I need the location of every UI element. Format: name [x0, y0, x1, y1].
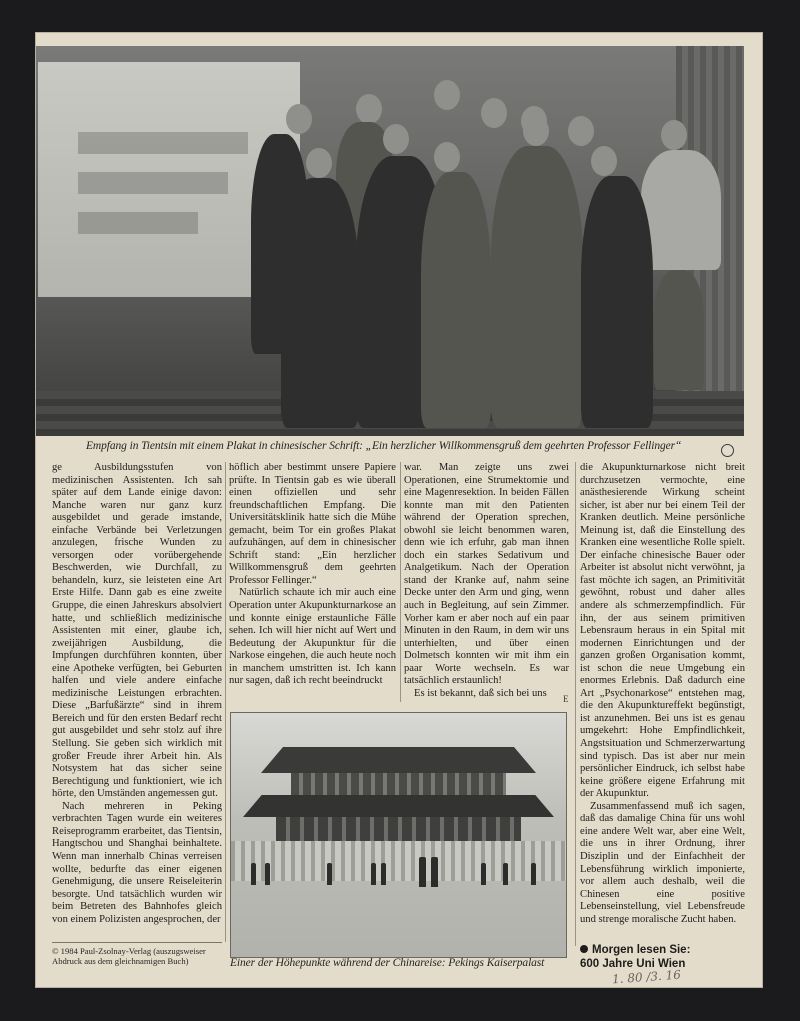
paragraph: höflich aber bestimmt unsere Papiere prüfte. In Tientsin gab es wie überall einen offiziellen und sehr freundschaftlichen Empfang. Die Universitätsklinik hatte sich die Mühe gemacht, beim Tor ein großes Plakat aufzuhängen, auf dem in chinesischer Schrift stand: „Ein herzlicher Willkommensgruß dem geehrten Professor Fellinger.“ — [229, 462, 396, 586]
paragraph: war. Man zeigte uns zwei Operationen, eine Strumektomie und eine Magenresektion. In beiden Fällen konnte man mit den Patienten während der Operation sprechen, obwohl sie leicht benommen waren, denn wie ich erfuhr, gab man ihnen doch ein starkes Sedativum und Analgetikum. Nach der Operation stand der Kranke auf, nahm seine Decke unter den Arm und ging, wenn auch in Begleitung, auf sein Zimmer. Vorher kam er aber noch auf ein paar Minuten in den Raum, in dem wir uns unterhielten, und über einen Dolmetsch konnten wir mit ihm ein paar Worte wechseln. Es war tatsächlich erstaunlich! — [404, 462, 569, 687]
article-column-2 — [229, 462, 396, 688]
handwritten-note: 1. 80 /3. 16 — [611, 967, 682, 987]
article-column-3 — [404, 462, 569, 700]
copyright-rule — [52, 942, 222, 943]
column-rule — [400, 462, 401, 702]
bottom-photo-caption: Einer der Höhepunkte während der Chinareise: Pekings Kaiserpalast — [230, 957, 545, 969]
reception-photo — [36, 46, 744, 436]
margin-circle-mark — [721, 444, 734, 457]
column-rule — [575, 462, 576, 946]
article-column-4 — [580, 462, 745, 926]
paragraph: Zusammenfassend muß ich sagen, daß das damalige China für uns wohl eine andere Welt war, aber eine Welt, die uns in ihrer Ordnung, ihrer Disziplin und der Einfachheit der Lebensführung wirklich imponierte, vor allem auch deshalb, weil die Chinesen eine positive Lebenseinstellung, viel Lebensfreude und strenge moralische Zucht haben. — [580, 800, 745, 925]
article-column-1 — [52, 462, 222, 926]
margin-mark: E — [563, 694, 569, 704]
paragraph: die Akupunkturnarkose nicht breit durchzusetzen vermochte, eine anästhesierende Wirkung scheint sicher, ist aber nur bei einem Teil der Kranken deutlich. Meine persönliche Meinung ist, daß die Einstellung des Kranken eine wesentliche Rolle spielt. Der einfache chinesische Bauer oder Arbeiter ist absolut nicht verwöhnt, ja fast möchte ich sagen, an Primitivität gewöhnt, robust und daher alles andere als schmerzempfindlich. Für ihn, der aus seinem primitiven Lebensraum heraus in ein Spital mit modernen Einrichtungen und der ganzen großen Organisation kommt, ist schon die neue Umgebung ein enormes Erlebnis. Daß dadurch eine Art „Psychonarkose“ entstehen mag, die den Akupunktureffekt begünstigt, ist anzunehmen. Bei uns ist es genau umgekehrt: Hohe Empfindlichkeit, Angstsituation und Schmerzerwartung sind typisch. Das ist aber nur mein persönlicher Eindruck, ich selbst habe keine größere eigene Erfahrung mit der Akupunktur. — [580, 462, 745, 800]
teaser-line-1: Morgen lesen Sie: — [592, 944, 691, 956]
paragraph: Natürlich schaute ich mir auch eine Operation unter Akupunkturnarkose an und konnte einige erstaunliche Fälle sehen. Ich will hier nicht auf Wert und Bedeutung der Akupunktur für die Narkose eingehen, die auch heute noch in manchem umstritten ist. Ich kann nur sagen, daß ich recht beeindruckt — [229, 587, 396, 687]
paragraph: ge Ausbildungsstufen von medizinischen Assistenten. Ich sah später auf dem Lande einige davon: Manche waren nur ganz kurz ausgebildet und gerade imstande, einfache Verbände bei Verletzungen anzulegen, frische Wunden zu versorgen oder vorübergehende Beschwerden, wie Durchfall, zu behandeln, kurz, sie leisteten eine Art Erste Hilfe. Dann gab es eine zweite Gruppe, die einen Jahreskurs absolviert hatte, und schließlich medizinische Assistenten mit einer, glaube ich, zweijährigen Ausbildung, die Impfungen durchführen konnten, über eine Apotheke verfügten, bei Geburten halfen und viele andere einfache medizinische Leistungen erbrachten. Diese „Barfußärzte“ sind in ihrem Bereich und für den ersten Bedarf recht gut ausgebildet und sehr stolz auf ihre Stellung. Sie geben sich wirklich mit großer Freude ihrer Arbeit hin. Als Notsystem hat das sicher seine Berechtigung und funktioniert, wie ich hörte, den Umständen angemessen gut. — [52, 462, 222, 800]
paragraph: Nach mehreren in Peking verbrachten Tagen wurde ein weiteres Reiseprogramm erarbeitet, das Tientsin, Hangtschou und Shanghai beinhaltete. Wenn man innerhalb Chinas verreisen wollte, bedurfte das einer eigenen Genehmigung, die unsere Reiseleiterin besorgte. Und tatsächlich wurden wir beim Betreten des Bahnhofes gleich von einem Polizisten angesprochen, der — [52, 800, 222, 925]
bullet-icon — [580, 945, 588, 953]
column-rule — [225, 462, 226, 942]
teaser-line-2: 600 Jahre Uni Wien — [580, 957, 686, 970]
teaser-box — [580, 944, 690, 971]
imperial-palace-photo — [230, 712, 567, 958]
top-photo-caption: Empfang in Tientsin mit einem Plakat in chinesischer Schrift: „Ein herzlicher Willkommensgruß dem geehrten Professor Fellinger“ — [86, 440, 682, 452]
paragraph: Es ist bekannt, daß sich bei uns — [414, 687, 547, 699]
copyright-note: © 1984 Paul-Zsolnay-Verlag (auszugsweiser Abdruck aus dem gleichnamigen Buch) — [52, 946, 206, 966]
